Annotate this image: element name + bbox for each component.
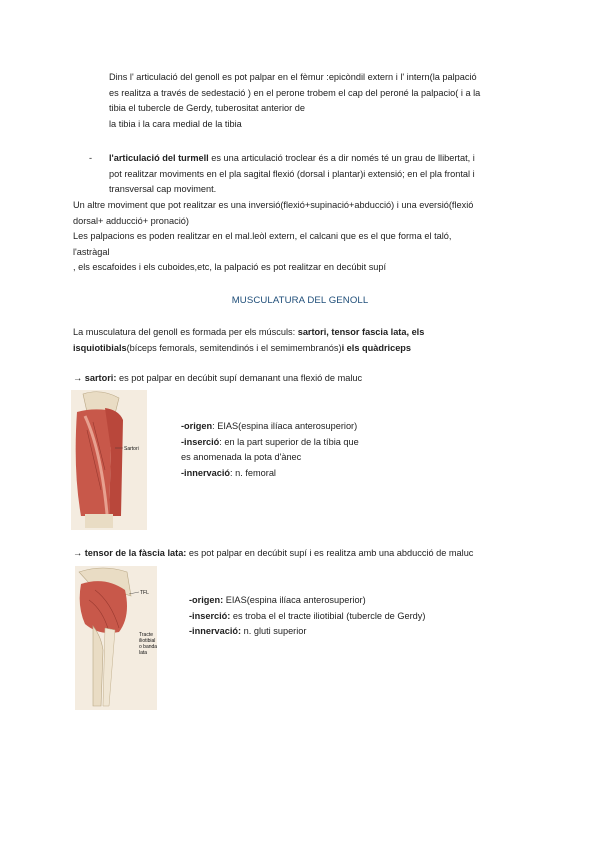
text-line: La musculatura del genoll es formada per els músculs: sartori, tensor fascia lata, els <box>73 327 425 337</box>
knee-palpation-paragraph <box>109 70 539 132</box>
tfl-figure-sublabel: iliotibial <box>139 638 156 644</box>
ankle-movement-paragraph <box>73 198 539 276</box>
tfl-term: tensor de la fàscia lata: <box>84 548 187 558</box>
knee-muscles-intro <box>73 325 539 356</box>
insercio-cont-line: es anomenada la pota d'ànec <box>181 452 302 463</box>
text-line: tibia el tubercle de Gerdy, tuberositat anterior de <box>109 103 305 114</box>
text-line: isquiotibials(bíceps femorals, semitendinós i el semimembranós)i els quàdriceps <box>73 342 412 353</box>
text-line: es realitza a través de sedestació ) en el perone trobem el cap del peroné la palpacio( i a la <box>109 87 481 98</box>
sartori-line: → sartori: es pot palpar en decúbit supí demanant una flexió de maluc <box>73 373 363 383</box>
sartori-figure-label: Sartori <box>124 446 139 452</box>
text-line: l'articulació del turmell es una articulació troclear és a dir només té un grau de llibertat, i <box>109 153 475 163</box>
text-line: Les palpacions es poden realitzar en el mal.leòl extern, el calcani que es el que forma el taló, <box>73 231 452 242</box>
tfl-figure-sublabel: lata <box>139 650 148 656</box>
text-line: la tibia i la cara medial de la tibia <box>109 118 242 129</box>
innervacio-line: -innervació: n. gluti superior <box>189 626 307 637</box>
section-heading: MUSCULATURA DEL GENOLL <box>231 295 369 306</box>
arrow-icon: → <box>73 373 85 383</box>
arrow-icon: → <box>73 548 85 558</box>
text-line: Dins l' articulació del genoll es pot palpar en el fèmur :epicòndil extern i l' intern(la palpació <box>109 72 477 82</box>
insercio-line: -inserció: es troba el el tracte iliotibial (tubercle de Gerdy) <box>189 610 426 621</box>
innervacio-line: -innervació: n. femoral <box>181 467 276 478</box>
tfl-details <box>189 593 489 640</box>
sartori-term: sartori: <box>84 373 117 383</box>
ankle-joint-term: l'articulació del turmell <box>109 153 209 163</box>
bullet-dash: - <box>89 153 93 163</box>
sartori-details <box>181 419 411 481</box>
sartori-muscle-figure <box>71 390 147 530</box>
tfl-figure-sublabel: o banda <box>139 644 157 650</box>
text-line: , els escafoides i els cuboides,etc, la palpació es pot realitzar en decúbit supí <box>73 262 387 273</box>
text-line: l'astràgal <box>73 246 110 257</box>
text-line: dorsal+ adducció+ pronació) <box>73 215 189 226</box>
insercio-line: -inserció: en la part superior de la tíbia que <box>181 436 359 447</box>
text-line: Un altre moviment que pot realitzar es una inversió(flexió+supinació+abducció) i una eversió(flexió <box>73 200 474 210</box>
text-line: pot realitzar moviments en el pla sagital flexió (dorsal i plantar)i extensió; en el pla frontal i <box>109 168 475 179</box>
tfl-figure-label: TFL <box>140 590 149 596</box>
tfl-figure-sublabel: Tracte <box>139 632 153 638</box>
tfl-muscle-figure <box>75 566 157 710</box>
origen-line: -origen: EIAS(espina ilíaca anterosuperior) <box>189 595 366 605</box>
tfl-line: → tensor de la fàscia lata: es pot palpar en decúbit supí i es realitza amb una abducció de maluc <box>73 548 474 558</box>
origen-line: -origen: EIAS(espina ilíaca anterosuperior) <box>181 421 358 431</box>
text-line: transversal cap moviment. <box>109 184 217 195</box>
